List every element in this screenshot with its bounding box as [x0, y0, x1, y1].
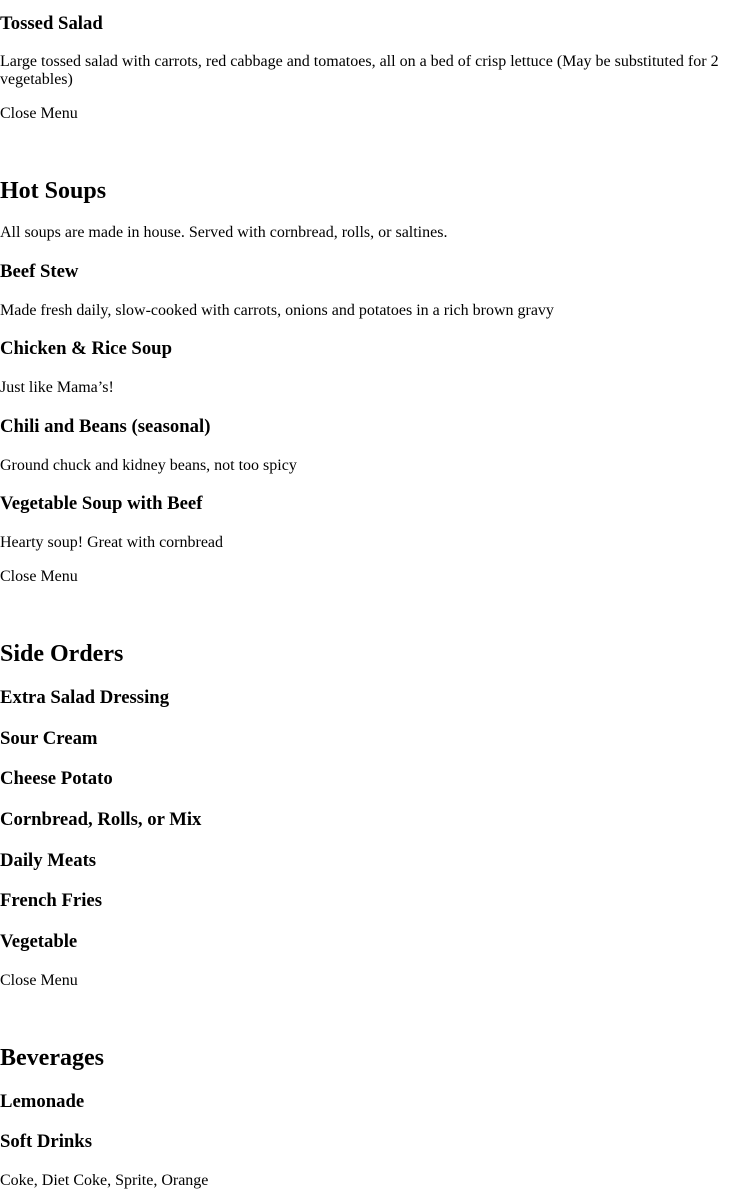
menu-item-title: Vegetable — [0, 931, 78, 952]
menu-item-title: Soft Drinks — [0, 1131, 92, 1152]
menu-item-description: Ground chuck and kidney beans, not too spicy — [0, 457, 297, 474]
menu-item-title: French Fries — [0, 890, 102, 911]
menu-item-title: Cornbread, Rolls, or Mix — [0, 809, 202, 830]
close-menu-link[interactable]: Close Menu — [0, 105, 78, 122]
section-title-beverages: Beverages — [0, 1045, 104, 1071]
menu-item-title: Beef Stew — [0, 261, 79, 282]
section-intro: All soups are made in house. Served with cornbread, rolls, or saltines. — [0, 224, 448, 241]
menu-item-title: Cheese Potato — [0, 768, 113, 789]
menu-item-description: Just like Mama’s! — [0, 379, 114, 396]
menu-item-description: Hearty soup! Great with cornbread — [0, 534, 224, 551]
menu-item-title: Chicken & Rice Soup — [0, 338, 172, 359]
section-title-hot-soups: Hot Soups — [0, 178, 107, 204]
close-menu-link[interactable]: Close Menu — [0, 972, 78, 989]
menu-item-title: Lemonade — [0, 1091, 85, 1112]
menu-item-description: Made fresh daily, slow-cooked with carrots, onions and potatoes in a rich brown gravy — [0, 302, 554, 319]
menu-item-description: Coke, Diet Coke, Sprite, Orange — [0, 1172, 209, 1189]
menu-item-description: Large tossed salad with carrots, red cabbage and tomatoes, all on a bed of crisp lettuce (May be substituted for 2 vegetables) — [0, 53, 719, 88]
section-title-side-orders: Side Orders — [0, 641, 124, 667]
menu-item-title: Extra Salad Dressing — [0, 687, 170, 708]
menu-item-title: Chili and Beans (seasonal) — [0, 416, 211, 437]
menu-item-title: Tossed Salad — [0, 13, 103, 34]
menu-item-title: Sour Cream — [0, 728, 98, 749]
menu-item-title: Daily Meats — [0, 850, 97, 871]
close-menu-link[interactable]: Close Menu — [0, 568, 78, 585]
menu-item-title: Vegetable Soup with Beef — [0, 493, 203, 514]
